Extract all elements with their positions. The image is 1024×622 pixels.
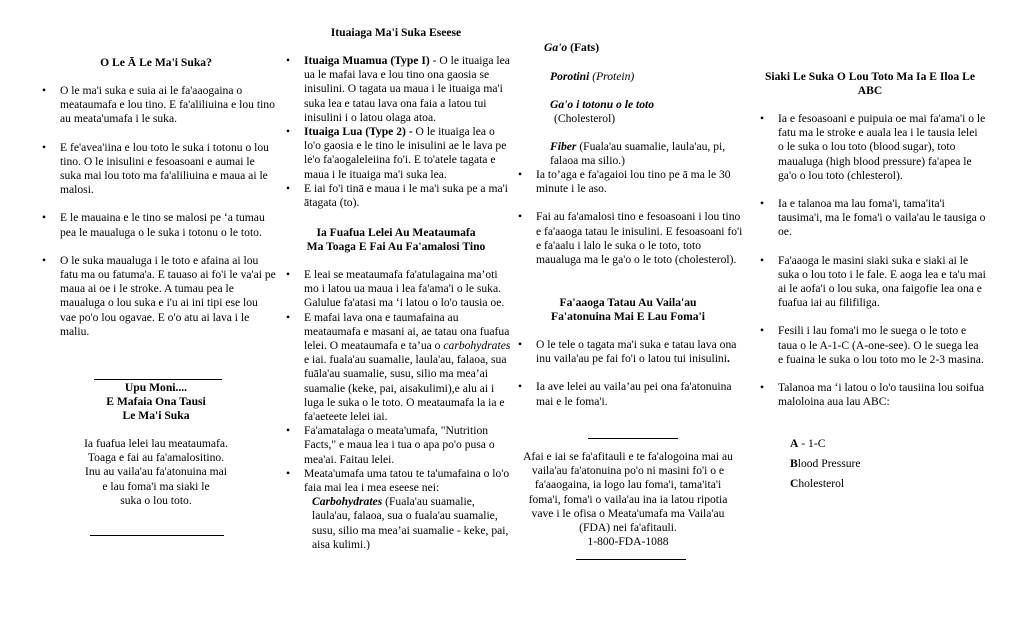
section-heading: Ituaiaga Ma'i Suka Eseese (330, 26, 462, 39)
bullet-list (280, 54, 512, 210)
list-item: • O le suka maualuga i le toto e afaina ai lou fatu ma ou fatuma'a. E tauaso ai fo'i le va'ai pe maua ai oe i le stroke. A tumau pea le maualuga o lou suka e i'u ai ini tipi ese lou vae po'o lou ogavae. E o'o atu ai lava i le maliu. (36, 254, 276, 339)
list-item: • E leai se meataumafa fa'atulagaina ma’oti mo i latou ua maua i lea fa'ama'i o le suka. Galulue fa'atasi ma ‘i latou o lo'o tausia oe. (280, 268, 512, 311)
abc-list (790, 437, 861, 492)
protein-item: Porotini (Protein) (550, 70, 635, 83)
bullet-list (512, 338, 744, 409)
abc-item-b: Blood Pressure (790, 457, 861, 471)
list-item: • Ia to’aga e fa'agaioi lou tino pe ā ma le 30 minute i le aso. (512, 168, 744, 196)
list-item: • Ituaiga Muamua (Type I) - O le ituaiga lea ua le mafai lava e lou tino ona gaosia se inisulini. O tagata ua maua i le ituaiga ma'i suka lea e tatau lava ona faia a latou tui inisulini i o latou olaga atoa. (280, 54, 512, 125)
list-item: • Fai au fa'amalosi tino e fesoasoani i lou tino e fa'aaoga tatau le inisulini. E fesoasoani fo'i e fa'aalu i lalo le suka o le toto, toto maualuga ma le ga'o o le toto (cholesterol). (512, 210, 744, 267)
fda-notice: Afai e iai se fa'afitauli e te fa'alogoina mai au vaila'au fa'atonuina po'o ni masini fo'i o e fa'aaogaina, ia logo lau foma'i, tama'ita'i foma'i, foma'i o vaila'au ina ia latou ripotia vave i le ofisa o Meata'umafa ma Vaila'au (FDA) nei fa'afitauli. 1-800-FDA-1088 (512, 450, 744, 549)
section-heading: Siaki Le Suka O Lou Toto Ma Ia E Iloa Le ABC (764, 70, 976, 98)
divider (588, 438, 678, 439)
cholesterol-item: Ga'o i totonu o le toto (Cholesterol) (550, 98, 655, 126)
list-item: • Ituaiga Lua (Type 2) - O le ituaiga lea o lo'o gaosia e le tino le inisulini ae le lava pe le'o fa'aogaleleiina fo'i. E to'atele tagata e maua i le ituaiga ma'i suka lea. (280, 125, 512, 182)
bullet-list (36, 84, 276, 339)
list-item: • O le tele o tagata ma'i suka e tatau lava ona inu vaila'au pe fai fo'i o latou tui inisulini. (512, 338, 744, 366)
list-item: • Fa'aaoga le masini siaki suka e siaki ai le suka o lou toto i le fale. E aoga lea e ta'u mai ai le aofa'i o lou suka, ona faigofie lea ona e fuafua iai au filifiliga. (754, 254, 986, 311)
bullet-list (280, 268, 512, 552)
tips-body: Ia fuafua lelei lau meataumafa. Toaga e fai au fa'amalositino. Inu au vaila'au fa'atonuina mai e lau foma'i ma siaki le suka o lou toto. (84, 437, 228, 507)
list-item: • O le ma'i suka e suia ai le fa'aaogaina o meataumafa e lou tino. E fa'aliliuina e lou tino au meata'umafa i le suka. (36, 84, 276, 127)
list-item: • E mafai lava ona e taumafaina au meataumafa e masani ai, ae tatau ona fuafua lelei. O meataumafa e ta’ua o carbohydrates e iai. fuala'au suamalie, laula'au, falaoa, sua fuāla'au suamalie, susu, silio ma mea’ai suamalie (keke, pai, aisakulimi),e alu ai i luga le suka o le toto. O meataumafa la ia e fa'aeteete lelei iai. (280, 311, 512, 425)
divider (90, 535, 224, 536)
divider (576, 559, 686, 560)
list-item: • Meata'umafa uma tatou te ta'umafaina o lo'o faia mai lea i mea eseese nei: Carbohydrates (Fuala'au suamalie, laula'au, falaoa, sua o fuala'au suamalie, susu, silio ma mea’ai suamalie - keke, pai, aisa kulimi.) (280, 467, 512, 552)
tips-title: Upu Moni.... E Mafaia Ona Tausi Le Ma'i Suka (106, 381, 206, 423)
list-item: • E iai fo'i tinā e maua i le ma'i suka pe a ma'i ātagata (to). (280, 182, 512, 210)
section-subheading: Fa'aaoga Tatau Au Vaila'au Fa'atonuina Mai E Lau Foma'i (551, 296, 705, 324)
abc-item-c: Cholesterol (790, 477, 845, 491)
list-item: • Talanoa ma ‘i latou o lo'o tausiina lou soifua maloloina aua lau ABC: (754, 381, 986, 409)
list-item: • E le mauaina e le tino se malosi pe ‘a tumau pea le maualuga o le suka i totonu o le toto. (36, 211, 276, 239)
section-heading: O Le Ā Le Ma'i Suka? (100, 56, 212, 69)
bullet-list (512, 168, 744, 267)
carb-item: Carbohydrates (Fuala'au suamalie, laula'au, falaoa, sua o fuala'au suamalie, susu, silio ma mea’ai suamalie - keke, pai, aisa kulimi.) (312, 495, 509, 551)
fats-item: Ga'o (Fats) (544, 41, 600, 54)
list-item: • Ia e talanoa ma lau foma'i, tama'ita'i tausima'i, ma le foma'i o vaila'au le tausiga o oe. (754, 197, 986, 240)
bullet-list (754, 112, 986, 409)
list-item: • Ia e fesoasoani e puipuia oe mai fa'ama'i o le fatu ma le stroke e auala lea i le tausia lelei o le suka o lou toto (blood sugar), toto maualuga (high blood pressure) fa'apea le ga'o o lou toto (chlesterol). (754, 112, 986, 183)
abc-item-a: A - 1-C (790, 437, 826, 450)
fiber-item: Fiber (Fuala'au suamalie, laula'au, pi, falaoa ma silio.) (550, 140, 726, 168)
list-item: • E fe'avea'iina e lou toto le suka i totonu o lou tino. O le inisulini e fesoasoani e aumai le suka mai lou toto ma fa'aliliuina e maua ai le malosi. (36, 141, 276, 198)
divider (94, 379, 222, 380)
fda-phone: 1-800-FDA-1088 (587, 535, 669, 549)
section-subheading: Ia Fuafua Lelei Au Meataumafa Ma Toaga E Fai Au Fa'amalosi Tino (306, 226, 486, 254)
list-item: • Fa'amatalaga o meata'umafa, "Nutrition Facts," e maua lea i tua o apa po'o pusa o mea'ai. Faitau lelei. (280, 424, 512, 467)
list-item: • Fesili i lau foma'i mo le suega o le toto e taua o le A-1-C (A-one-see). O le suega lea e fuaina le suka o lou toto mo le 2-3 masina. (754, 324, 986, 367)
list-item: • Ia ave lelei au vaila’au pei ona fa'atonuina mai e le foma'i. (512, 380, 744, 408)
